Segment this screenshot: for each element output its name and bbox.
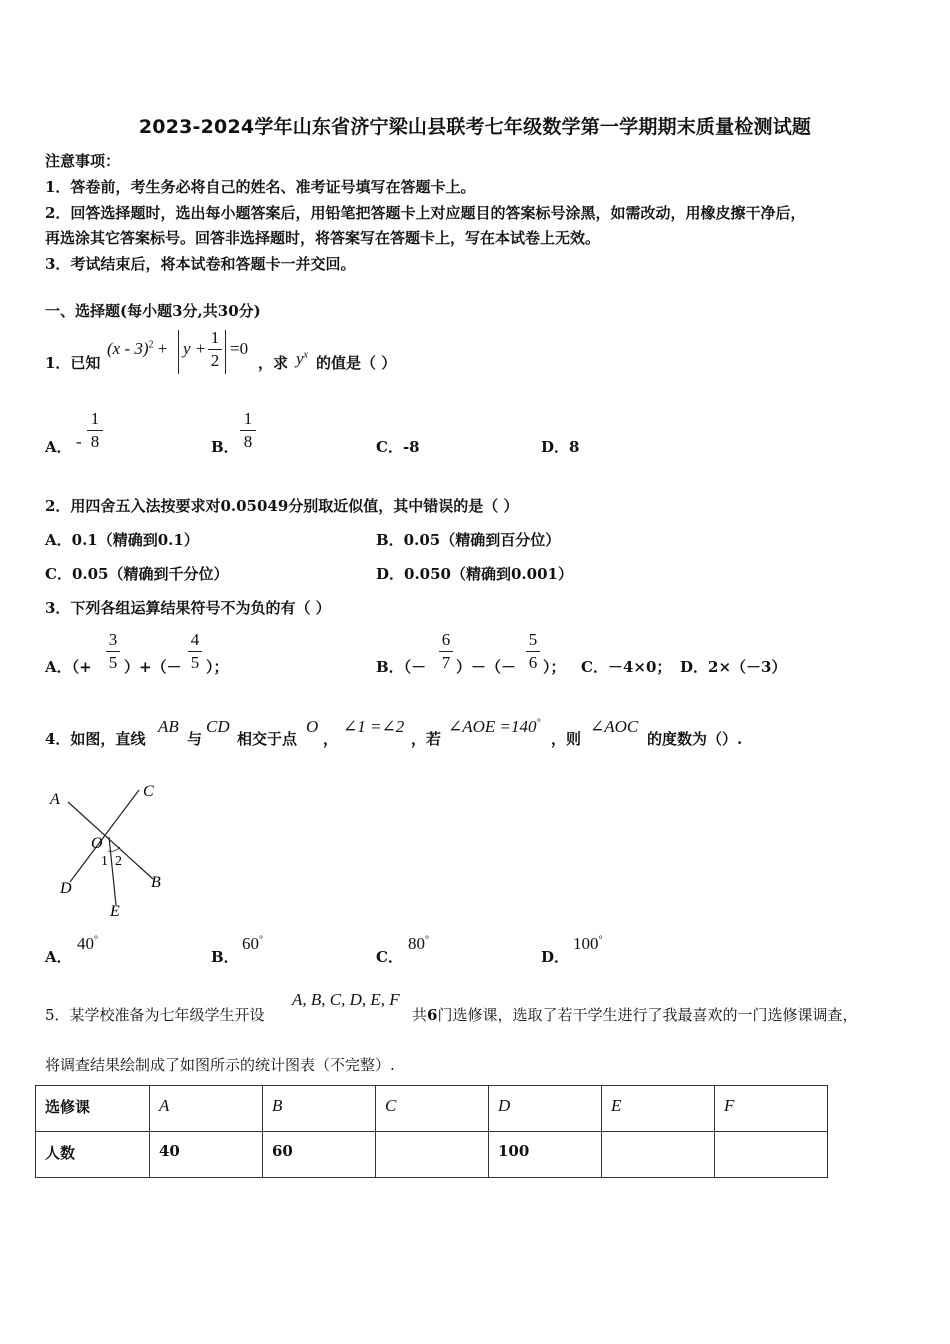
table-header-cell: 选修课 — [36, 1086, 150, 1132]
label-b: B — [151, 874, 161, 891]
table-header-cell: E — [602, 1086, 715, 1132]
q1-option-a-label: A． — [45, 438, 72, 456]
section-heading: 一、选择题(每小题3分,共30分) — [45, 302, 261, 320]
q3-option-b-fraction2: 5 6 — [526, 630, 540, 673]
table-header-cell: F — [715, 1086, 828, 1132]
q5-table — [35, 1085, 828, 1178]
q5-line2: 将调查结果绘制成了如图所示的统计图表（不完整）. — [45, 1056, 395, 1074]
page-title: 2023-2024学年山东省济宁梁山县联考七年级数学第一学期期末质量检测试题 — [138, 116, 812, 138]
notice-item: 3．考试结束后，将本试卷和答题卡一并交回。 — [45, 255, 356, 273]
label-a: A — [50, 791, 60, 808]
q3-stem: 3．下列各组运算结果符号不为负的有（ ） — [45, 599, 331, 617]
label-1: 1 — [101, 854, 108, 869]
q4-option-c-label: C． — [376, 948, 403, 966]
q1-yx: $y^x$ — [296, 349, 308, 368]
q1-option-d: D．8 — [541, 438, 580, 456]
label-c: C — [143, 783, 154, 800]
table-cell: 40 — [150, 1132, 263, 1178]
q4-option-a-label: A． — [45, 948, 72, 966]
q1-option-c: C．-8 — [376, 438, 420, 456]
q5-prefix: 5．某学校准备为七年级学生开设 — [45, 1006, 265, 1024]
q1-eq0: =0 — [230, 339, 249, 358]
q3-option-d: D．2×（－3） — [680, 658, 787, 676]
q2-option-b: B．0.05（精确到百分位） — [376, 531, 561, 549]
q4-figure — [40, 775, 180, 925]
q3-option-c: C．－4×0； — [581, 658, 672, 676]
q3-option-b-fraction1: 6 7 — [439, 630, 453, 673]
q5-courses: A, B, C, D, E, F — [292, 990, 400, 1009]
table-row — [36, 1132, 828, 1178]
label-d: D — [60, 880, 72, 897]
q1-abs-y: y + — [183, 339, 207, 358]
q4-option-d-value: 100° — [573, 934, 603, 953]
q4-suffix: 的度数为（）. — [647, 730, 743, 748]
ray-oe — [109, 837, 116, 905]
notice-item: 2．回答选择题时，选出每小题答案后，用铅笔把答题卡上对应题目的答案标号涂黑，如需改动，用橡皮擦干净后， — [45, 204, 806, 222]
q4-aoe: ∠AOE =140° — [448, 717, 541, 736]
table-cell — [602, 1132, 715, 1178]
notice-item: 再选涂其它答案标号。回答非选择题时，将答案写在答题卡上，写在本试卷上无效。 — [45, 229, 601, 247]
q1-mid: ，求 — [258, 354, 289, 372]
q1-abs-bar-right — [225, 330, 226, 374]
table-header-cell: C — [376, 1086, 489, 1132]
q4-option-c-value: 80° — [408, 934, 429, 953]
table-header-cell: D — [489, 1086, 602, 1132]
q4-ab: AB — [158, 717, 179, 736]
notice-heading: 注意事项： — [45, 152, 121, 170]
q4-prefix: 4．如图，直线 — [45, 730, 146, 748]
q1-expr: (x - 3)$^2$ + — [107, 339, 168, 358]
q1-option-a-fraction: 1 8 — [87, 409, 103, 452]
q4-aoc: ∠AOC — [590, 717, 639, 736]
q4-option-b-label: B． — [211, 948, 239, 966]
q3-option-b-label: B．（－ — [376, 658, 427, 676]
q2-option-d: D．0.050（精确到0.001） — [376, 565, 573, 583]
q4-and: 与 — [187, 730, 203, 748]
q2-option-c: C．0.05（精确到千分位） — [45, 565, 229, 583]
q4-meet: 相交于点 — [237, 730, 298, 748]
q4-option-d-label: D． — [541, 948, 570, 966]
table-cell — [715, 1132, 828, 1178]
q1-option-b-fraction: 1 8 — [240, 409, 256, 452]
q3-option-b-mid: ）－（－ — [456, 658, 517, 676]
q3-option-a-label: A．（+ — [45, 658, 92, 676]
table-cell: 60 — [263, 1132, 376, 1178]
q1-option-b-label: B． — [211, 438, 239, 456]
table-cell — [376, 1132, 489, 1178]
q2-option-a: A．0.1（精确到0.1） — [45, 531, 199, 549]
q3-option-a-mid: ）+（－ — [124, 658, 182, 676]
q3-option-b-end: ）； — [543, 658, 566, 676]
q4-then: ，则 — [551, 730, 582, 748]
table-row — [36, 1086, 828, 1132]
table-header-cell: A — [150, 1086, 263, 1132]
q2-stem: 2．用四舍五入法按要求对0.05049分别取近似值，其中错误的是（ ） — [45, 497, 519, 515]
q1-fraction: 1 2 — [208, 328, 222, 371]
q3-option-a-fraction2: 4 5 — [188, 630, 202, 673]
q1-prefix: 1．已知 — [45, 354, 101, 372]
q3-option-a-fraction1: 3 5 — [106, 630, 120, 673]
label-o: O — [91, 835, 103, 852]
q1-suffix: 的值是（ ） — [316, 354, 397, 372]
table-header-cell: B — [263, 1086, 376, 1132]
q4-if: ，若 — [411, 730, 442, 748]
table-cell: 人数 — [36, 1132, 150, 1178]
q4-option-b-value: 60° — [242, 934, 263, 953]
q4-option-a-value: 40° — [77, 934, 98, 953]
q4-angles: ∠1 =∠2 — [343, 717, 405, 736]
notice-item: 1．答卷前，考生务必将自己的姓名、准考证号填写在答题卡上。 — [45, 178, 476, 196]
label-2: 2 — [115, 854, 122, 869]
q5-mid: 共6门选修课，选取了若干学生进行了我最喜欢的一门选修课调查， — [412, 1006, 858, 1024]
q4-comma: ， — [323, 730, 339, 748]
q3-option-a-end: ）； — [206, 658, 229, 676]
table-cell: 100 — [489, 1132, 602, 1178]
q4-o: O — [306, 717, 319, 736]
q1-option-a-sign: - — [76, 432, 82, 451]
label-e: E — [110, 903, 120, 920]
q4-cd: CD — [206, 717, 230, 736]
q1-abs-bar-left — [178, 330, 179, 374]
